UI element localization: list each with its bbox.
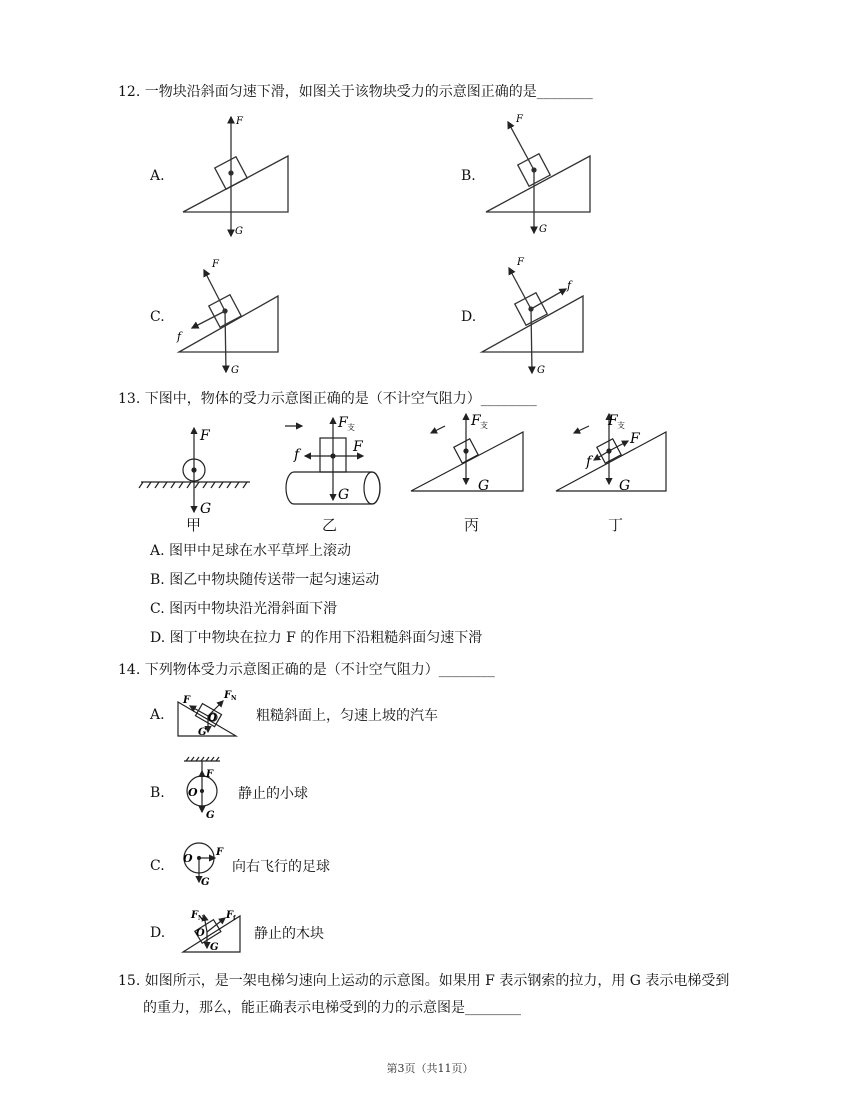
q13-bing-zhi-sub: 支 xyxy=(480,421,488,430)
q14d-f-sub: f xyxy=(233,915,236,922)
q14b-G-label: G xyxy=(206,810,215,821)
q12-option-a-letter: A. xyxy=(150,168,165,184)
q12c-F-label: F xyxy=(212,259,219,270)
q13-jia-G-label: G xyxy=(200,501,212,517)
q12-option-d-letter: D. xyxy=(461,309,477,325)
q12b-G-label: G xyxy=(539,224,547,235)
q14-figure-a xyxy=(178,701,236,736)
q13-yi-G-label: G xyxy=(338,487,350,503)
page-footer: 第3页（共11页） xyxy=(386,1062,474,1075)
q13-figure-bing xyxy=(411,414,523,491)
q13-caption-yi: 乙 xyxy=(322,516,338,534)
q13-figure-yi xyxy=(285,418,380,504)
q13-choice-c: C. 图丙中物块沿光滑斜面下滑 xyxy=(150,601,338,617)
q14-stem: 14. 下列物体受力示意图正确的是（不计空气阻力）________ xyxy=(118,662,495,678)
q14c-F-label: F xyxy=(216,847,224,858)
q14-option-a-desc: 粗糙斜面上，匀速上坡的汽车 xyxy=(256,708,438,724)
q12b-F-label: F xyxy=(516,114,523,125)
q14-figure-d xyxy=(183,915,240,952)
q13-yi-zhi-sub: 支 xyxy=(347,423,355,432)
q12c-f-label: f xyxy=(177,330,182,343)
q13-bing-F-label: F xyxy=(471,413,481,429)
q12-figure-c xyxy=(179,270,278,372)
q14-option-d-desc: 静止的木块 xyxy=(254,926,324,942)
q14-figure-b xyxy=(184,757,220,812)
q12d-F-label: F xyxy=(517,257,524,268)
q15-stem-line1: 15. 如图所示，是一架电梯匀速向上运动的示意图。如果用 F 表示钢索的拉力，用 G 表示电梯受到 xyxy=(118,973,730,989)
q14c-O-label: O xyxy=(183,852,193,865)
q14-option-a-letter: A. xyxy=(150,707,165,723)
q14c-G-label: G xyxy=(201,877,210,888)
q12a-G-label: G xyxy=(235,226,243,237)
q13-bing-G-label: G xyxy=(478,478,490,494)
q13-yi-F-label: F xyxy=(338,415,348,431)
q13-ding-f-label: f xyxy=(586,454,592,470)
q13-ding-zhi-sub: 支 xyxy=(617,421,625,430)
q12d-G-label: G xyxy=(537,365,545,376)
q14d-O-label: O xyxy=(196,928,205,939)
q13-stem: 13. 下图中，物体的受力示意图正确的是（不计空气阻力）________ xyxy=(118,391,537,407)
q12-figure-b xyxy=(486,122,590,233)
q13-caption-jia: 甲 xyxy=(186,516,202,534)
q14-option-b-letter: B. xyxy=(150,785,165,801)
q13-yi-F2-label: F xyxy=(353,439,363,455)
q14d-G-label: G xyxy=(210,942,219,953)
q14d-Ff-label: F xyxy=(226,910,234,921)
q14-option-c-letter: C. xyxy=(150,858,165,874)
q12c-G-label: G xyxy=(231,365,239,376)
q14a-F-label: F xyxy=(183,695,191,706)
q12-figure-d xyxy=(482,268,583,373)
q14-option-b-desc: 静止的小球 xyxy=(238,786,308,802)
q14d-FN-label: F xyxy=(191,910,199,921)
q13-choice-a: A. 图甲中足球在水平草坪上滚动 xyxy=(150,543,352,559)
q13-ding-G-label: G xyxy=(619,478,631,494)
q12-option-b-letter: B. xyxy=(461,168,476,184)
q13-jia-F-label: F xyxy=(200,428,210,444)
q12d-f-label: f xyxy=(567,279,572,292)
q12-stem: 12. 一物块沿斜面匀速下滑，如图关于该物块受力的示意图正确的是________ xyxy=(118,84,593,100)
q13-ding-F-label: F xyxy=(630,431,640,447)
q13-yi-f-label: f xyxy=(294,447,300,463)
q14d-N-sub: N xyxy=(198,915,204,922)
q14b-O-label: O xyxy=(188,786,198,799)
q13-caption-ding: 丁 xyxy=(608,516,624,534)
q14-option-d-letter: D. xyxy=(150,925,166,941)
q14b-F-label: F xyxy=(206,769,214,780)
q13-figure-ding xyxy=(556,414,666,491)
q13-choice-d: D. 图丁中物块在拉力 F 的作用下沿粗糙斜面匀速下滑 xyxy=(150,630,483,646)
q14-figure-c xyxy=(184,843,215,882)
q14a-N-sub: N xyxy=(231,695,237,702)
q14a-O-label: O xyxy=(208,713,217,724)
q13-choice-b: B. 图乙中物块随传送带一起匀速运动 xyxy=(150,572,380,588)
q13-caption-bing: 丙 xyxy=(464,516,480,534)
q14-option-c-desc: 向右飞行的足球 xyxy=(232,859,330,875)
q13-figure-jia xyxy=(139,428,250,512)
q12a-F-label: F xyxy=(236,116,243,127)
q13-ding-Fzhi-label: F xyxy=(608,413,618,429)
q12-option-c-letter: C. xyxy=(150,309,165,325)
q12-figure-a xyxy=(183,117,288,236)
q14a-FN-label: F xyxy=(224,690,232,701)
q14a-G-label: G xyxy=(198,727,207,738)
q15-stem-line2: 的重力，那么，能正确表示电梯受到的力的示意图是________ xyxy=(143,1000,521,1016)
